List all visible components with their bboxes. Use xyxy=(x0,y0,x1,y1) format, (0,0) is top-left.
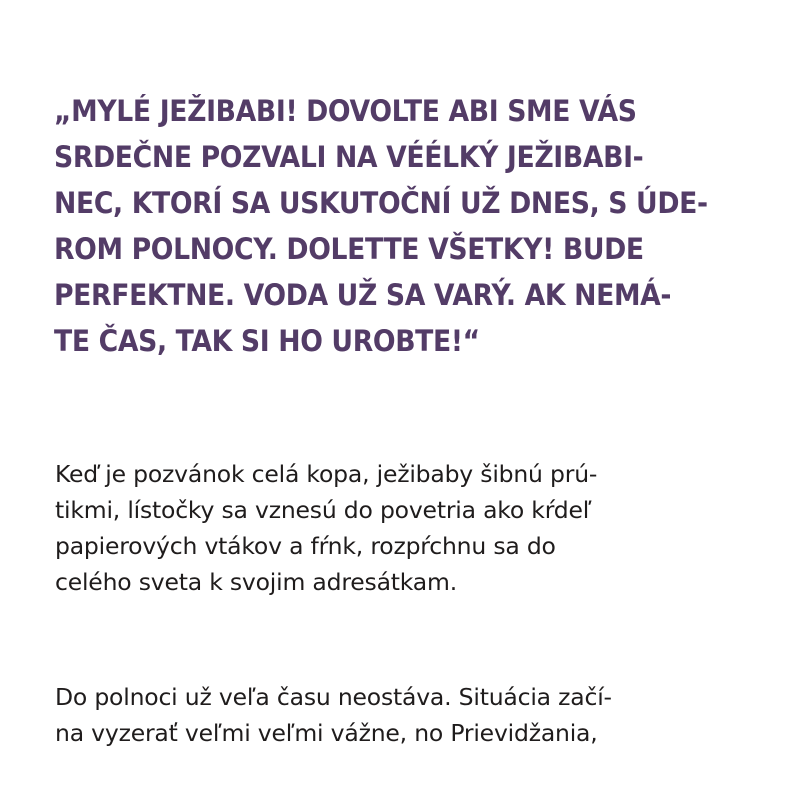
headline-line: TE ČAS, TAK SI HO UROBTE!“ xyxy=(54,324,480,358)
paragraph-line: Keď je pozvánok celá kopa, ježibaby šibnú prú- xyxy=(55,460,598,488)
body-paragraph-1 xyxy=(55,456,755,600)
headline-line: ROM POLNOCY. DOLETTE VŠETKY! BUDE xyxy=(54,232,644,266)
headline-line: „MYLÉ JEŽIBABI! DOVOLTE ABI SME VÁS xyxy=(54,94,637,128)
paragraph-line: papierových vtákov a fŕnk, rozpŕchnu sa do xyxy=(55,532,556,560)
headline-line: SRDEČNE POZVALI NA VÉÉLKÝ JEŽIBABI- xyxy=(54,140,644,174)
paragraph-line: Do polnoci už veľa času neostáva. Situácia začí- xyxy=(55,683,612,711)
paragraph-line: tikmi, lístočky sa vznesú do povetria ako kŕdeľ xyxy=(55,496,592,524)
headline-line: NEC, KTORÍ SA USKUTOČNÍ UŽ DNES, S ÚDE- xyxy=(54,186,708,220)
invitation-headline xyxy=(54,88,708,364)
headline-line: PERFEKTNE. VODA UŽ SA VARÝ. AK NEMÁ- xyxy=(54,278,672,312)
paragraph-line: celého sveta k svojim adresátkam. xyxy=(55,568,457,596)
body-paragraph-2 xyxy=(55,679,755,751)
paragraph-line: na vyzerať veľmi veľmi vážne, no Prievidžania, xyxy=(55,719,598,747)
